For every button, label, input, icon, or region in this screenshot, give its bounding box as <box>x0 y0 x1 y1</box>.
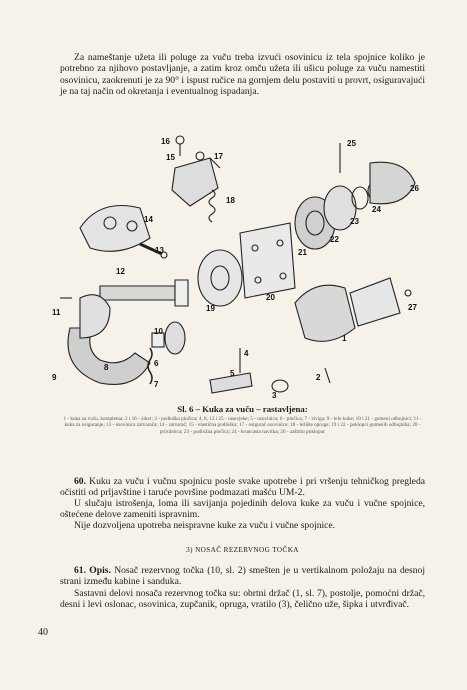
part-label-12: 12 <box>116 267 125 276</box>
intro-paragraph: Za nameštanje užeta ili poluge za vuču treba izvući osovinicu iz tela spojnice koliko je potrebno za njihovo postavljanje, a zatim kroz omču užeta ili ušicu poluge za vuču namestiti osovinicu, zaokrenuti je za 90° i ispust ručice na gornjem delu postaviti u provrt, osiguravajući je na taj način od okretanja i eventualnog ispadanja. <box>60 52 425 97</box>
part-label-7: 7 <box>154 380 159 389</box>
paragraph-60-text: Kuku za vuču i vučnu spojnicu posle svake upotrebe i pri vršenju tehničkog pregleda očistiti od prljavštine i taruće površine podmazati mašću UM-2. <box>60 476 425 499</box>
part-label-24: 24 <box>372 205 381 214</box>
part-label-18: 18 <box>226 196 235 205</box>
paragraph-61-text: Nosač rezervnog točka (10, sl. 2) smešten je u vertikalnom položaju na desnoj strani između kabine i sanduka. <box>60 565 425 588</box>
part-label-25: 25 <box>347 139 356 148</box>
part-label-15: 15 <box>166 153 175 162</box>
part-label-3: 3 <box>272 391 277 400</box>
paragraph-61-text-2: Sastavni delovi nosača rezervnog točka su: obrtni držač (1, sl. 7), postolje, pomoćni držač, desni i levi oslonac, osovinica, zupčanik, opruga, vratilo (3), čelično uže, šipka i utvrđivač. <box>60 588 425 611</box>
figure-caption-text: 1 - kuka za vuču, kompletna; 2 i 16 - ziker; 3 - podloška pločica; 4, 8, 12 i 25 - rasevjeke; 5 - osovinica; 6 - pločica; 7 - ziviga; 9 - telo kuke; 10 i 21 - gumeni odbojnici; 11 - kuka za osiguranje; 13 - osovinica zatvarača; 14 - zatvarač; 15 - elastična podloška; 17 - osigurač osovinice; 18 - ležište opruge; 19 i 22 - poklopci gumenih odbojnika; 20 - prirubnica; 23 - podložna pločica; 24 - kruncasta navrtka; 26 - zaštitni poklopac <box>63 416 422 435</box>
part-label-13: 13 <box>155 246 164 255</box>
paragraph-60-text-3: Nije dozvoljena upotreba neispravne kuke za vuču i vučne spojnice. <box>74 520 336 531</box>
part-label-20: 20 <box>266 293 275 302</box>
part-label-10: 10 <box>154 327 163 336</box>
part-label-5: 5 <box>230 369 235 378</box>
part-label-21: 21 <box>298 248 307 257</box>
part-label-19: 19 <box>206 304 215 313</box>
paragraph-60-text-2: U slučaju istrošenja, loma ili savijanja pojedinih delova kuke za vuču i vučne spojnice, oštećene delove zameniti ispravnim. <box>60 498 425 521</box>
section-title: 3) NOSAČ REZERVNOG TOČKA <box>186 546 299 554</box>
part-label-26: 26 <box>410 184 419 193</box>
paragraph-60-number: 60. <box>74 476 86 487</box>
paragraph-61 <box>60 565 425 588</box>
figure-caption-title: Sl. 6 – Kuka za vuču – rastavljena: <box>177 404 308 414</box>
part-label-17: 17 <box>214 152 223 161</box>
part-label-4: 4 <box>244 349 249 358</box>
part-label-2: 2 <box>316 373 321 382</box>
part-label-14: 14 <box>144 215 153 224</box>
part-label-8: 8 <box>104 363 109 372</box>
page-number: 40 <box>38 627 48 638</box>
paragraph-61-number: 61. Opis. <box>74 565 111 576</box>
part-label-23: 23 <box>350 217 359 226</box>
part-label-9: 9 <box>52 373 57 382</box>
part-label-16: 16 <box>161 137 170 146</box>
part-label-1: 1 <box>342 334 347 343</box>
paragraph-60 <box>60 476 425 499</box>
part-label-22: 22 <box>330 235 339 244</box>
part-label-11: 11 <box>52 308 61 317</box>
part-label-27: 27 <box>408 303 417 312</box>
exploded-diagram-tow-hook <box>40 128 430 400</box>
part-label-6: 6 <box>154 359 159 368</box>
